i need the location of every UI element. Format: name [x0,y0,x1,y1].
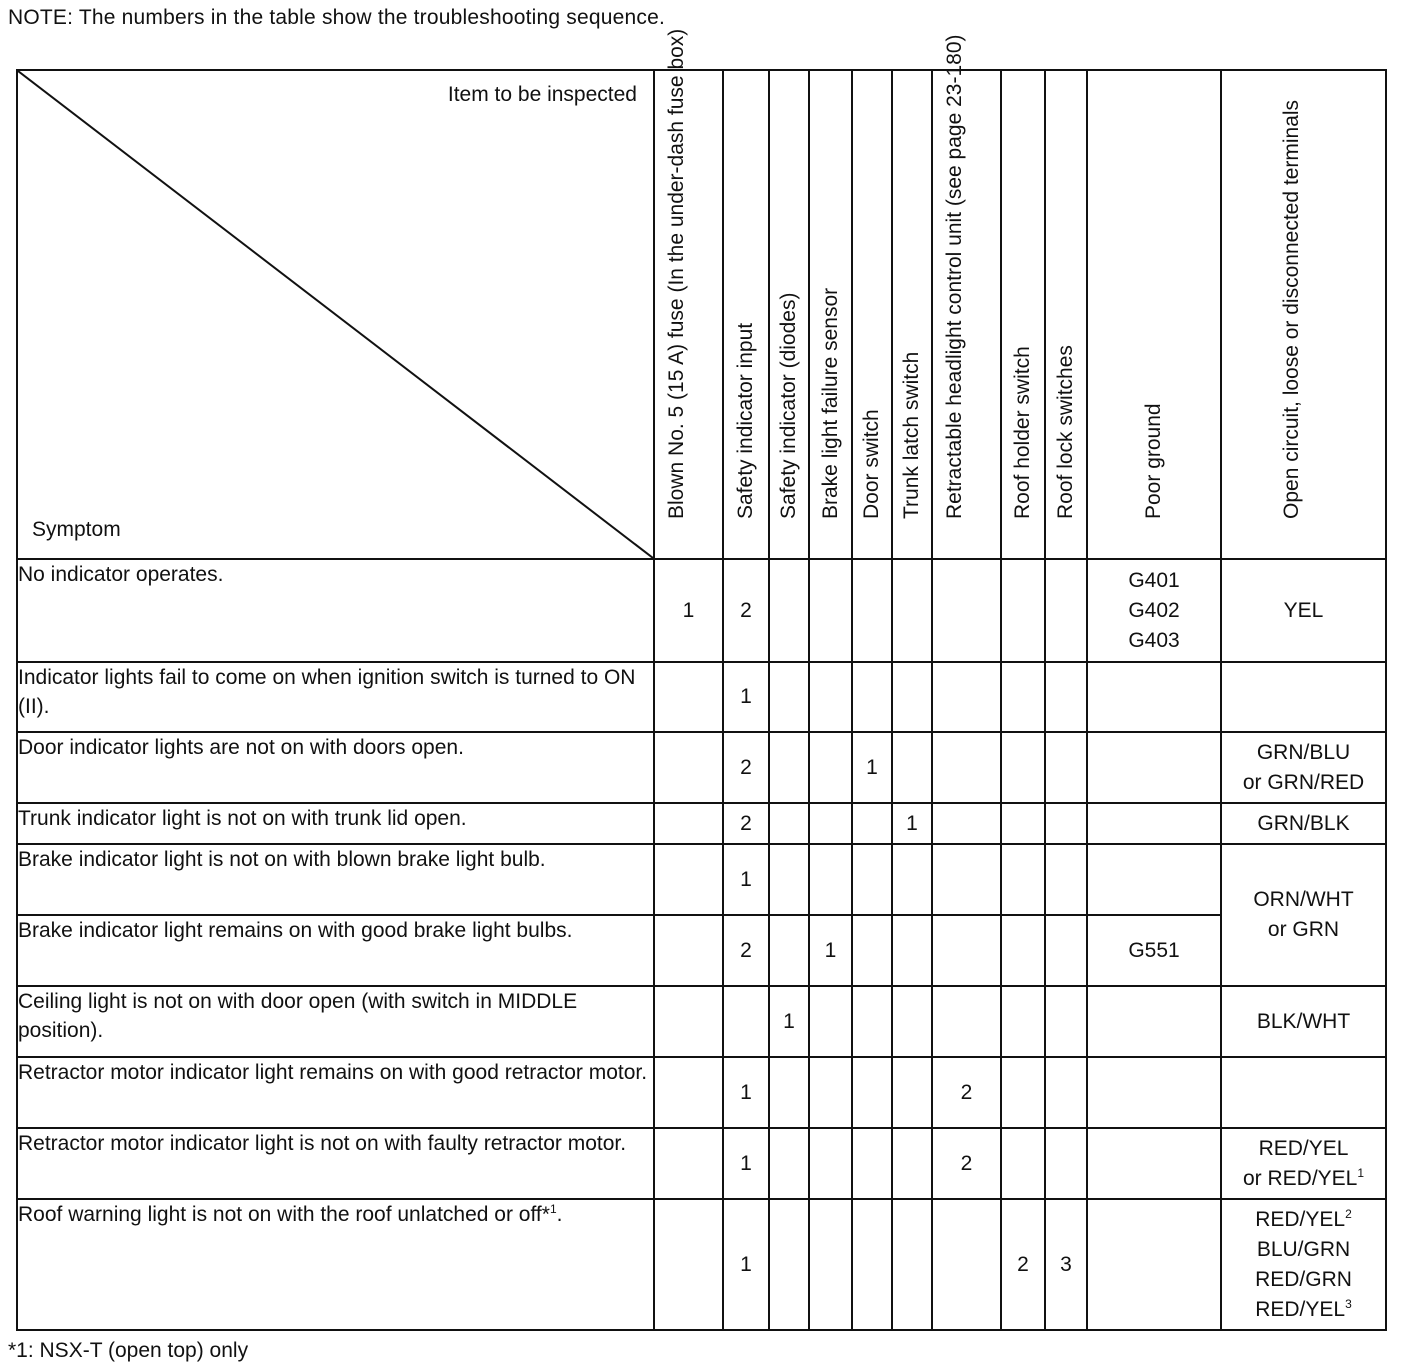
fuse-cell [654,844,723,915]
col-header-open-circuit-line2: terminals [1279,99,1303,186]
door-switch-cell [852,662,892,732]
diodes-cell [769,1128,809,1199]
col-header-roof-lock: Roof lock switches [1045,70,1087,559]
fuse-cell [654,986,723,1057]
fuse-cell [654,662,723,732]
fuse-cell [654,1128,723,1199]
roof-lock-cell [1045,844,1087,915]
diodes-cell [769,662,809,732]
table-row [17,803,1386,844]
safety-input-cell: 1 [723,1199,769,1330]
roof-holder-cell [1001,844,1045,915]
diodes-cell [769,1199,809,1330]
headlight-unit-cell: 2 [932,1057,1001,1128]
diodes-cell [769,915,809,986]
col-header-open-circuit-line1: Open circuit, loose or disconnected [1279,190,1303,519]
ground-cell [1087,662,1221,732]
table-row [17,915,1386,986]
wire-cell: YEL [1221,559,1386,662]
trunk-switch-cell [892,986,932,1057]
ground-cell [1087,1199,1221,1330]
ground-cell [1087,732,1221,803]
table-row [17,986,1386,1057]
wire-cell [1221,1057,1386,1128]
col-header-brake-sensor: Brake light failure sensor [809,70,852,559]
col-header-roof-holder: Roof holder switch [1001,70,1045,559]
footnote-text: *1: NSX-T (open top) only [8,1339,249,1362]
wire-cell [1221,662,1386,732]
symptom-label: Symptom [32,518,121,541]
headlight-unit-cell [932,559,1001,662]
diodes-cell: 1 [769,986,809,1057]
ground-cell [1087,1128,1221,1199]
symptom-cell: No indicator operates. [17,559,654,662]
symptom-cell: Trunk indicator light is not on with trunk lid open. [17,803,654,844]
trunk-switch-cell [892,1199,932,1330]
symptom-cell: Roof warning light is not on with the roof unlatched or off*$^1$. [17,1199,654,1330]
col-header-door-switch: Door switch [852,70,892,559]
table-row [17,1057,1386,1128]
roof-lock-cell [1045,1057,1087,1128]
brake-sensor-cell [809,986,852,1057]
wire-cell: GRN/BLU or GRN/RED [1221,732,1386,803]
roof-holder-cell [1001,1128,1045,1199]
brake-sensor-cell [809,559,852,662]
diodes-cell [769,844,809,915]
door-switch-cell [852,915,892,986]
col-header-headlight-line2: (see page 23-180) [942,34,966,207]
table-row [17,662,1386,732]
trunk-switch-cell [892,915,932,986]
fuse-cell [654,732,723,803]
door-switch-cell [852,559,892,662]
safety-input-cell: 2 [723,915,769,986]
symptom-cell: Retractor motor indicator light is not on with faulty retractor motor. [17,1128,654,1199]
door-switch-cell [852,986,892,1057]
safety-input-cell: 2 [723,559,769,662]
roof-lock-cell: 3 [1045,1199,1087,1330]
safety-input-cell: 1 [723,1128,769,1199]
headlight-unit-cell: 2 [932,1128,1001,1199]
col-header-headlight-line1: Retractable headlight control unit [942,211,966,519]
brake-sensor-cell [809,803,852,844]
col-header-open-circuit [1221,70,1386,559]
wire-cell: BLK/WHT [1221,986,1386,1057]
ground-cell [1087,986,1221,1057]
ground-cell: G551 [1087,915,1221,986]
roof-holder-cell [1001,1057,1045,1128]
diodes-cell [769,732,809,803]
roof-holder-cell [1001,662,1045,732]
roof-lock-cell [1045,732,1087,803]
roof-lock-cell [1045,662,1087,732]
roof-holder-cell: 2 [1001,1199,1045,1330]
header-row [17,70,1386,559]
headlight-unit-cell [932,662,1001,732]
diodes-cell [769,1057,809,1128]
symptom-cell: Ceiling light is not on with door open (with switch in MIDDLE position). [17,986,654,1057]
col-header-headlight-unit [932,34,1001,559]
roof-holder-cell [1001,986,1045,1057]
headlight-unit-cell [932,844,1001,915]
fuse-cell: 1 [654,559,723,662]
item-to-be-inspected-label: Item to be inspected [447,83,637,106]
wire-cell: RED/YEL$^2$ BLU/GRN RED/GRN RED/YEL$^3$ [1221,1199,1386,1330]
brake-sensor-cell: 1 [809,915,852,986]
symptom-cell: Indicator lights fail to come on when ignition switch is turned to ON (II). [17,662,654,732]
trunk-switch-cell: 1 [892,803,932,844]
brake-sensor-cell [809,1128,852,1199]
safety-input-cell: 2 [723,732,769,803]
table-row [17,1128,1386,1199]
diodes-cell [769,559,809,662]
table-row [17,1199,1386,1330]
col-header-poor-ground: Poor ground [1087,70,1221,559]
corner-header [17,70,654,559]
trunk-switch-cell [892,559,932,662]
headlight-unit-cell [932,803,1001,844]
safety-input-cell: 1 [723,662,769,732]
brake-sensor-cell [809,1199,852,1330]
fuse-cell [654,1057,723,1128]
fuse-cell [654,915,723,986]
brake-sensor-cell [809,732,852,803]
door-switch-cell [852,1057,892,1128]
roof-holder-cell [1001,559,1045,662]
trunk-switch-cell [892,662,932,732]
door-switch-cell [852,1199,892,1330]
ground-cell [1087,1057,1221,1128]
brake-sensor-cell [809,662,852,732]
roof-holder-cell [1001,915,1045,986]
headlight-unit-cell [932,986,1001,1057]
door-switch-cell [852,803,892,844]
col-header-fuse-line2: (In the under-dash fuse box) [664,28,688,293]
safety-input-cell [723,986,769,1057]
col-header-safety-input: Safety indicator input [723,70,769,559]
trunk-switch-cell [892,1057,932,1128]
brake-sensor-cell [809,1057,852,1128]
wire-cell: RED/YEL or RED/YEL$^1$ [1221,1128,1386,1199]
trunk-switch-cell [892,844,932,915]
ground-cell: G401 G402 G403 [1087,559,1221,662]
note-text: NOTE: The numbers in the table show the troubleshooting sequence. [8,6,665,29]
roof-holder-cell [1001,732,1045,803]
safety-input-cell: 1 [723,1057,769,1128]
col-header-fuse-line1: Blown No. 5 (15 A) fuse [664,298,688,519]
wire-cell: ORN/WHT or GRN [1221,844,1386,986]
ground-cell [1087,844,1221,915]
trunk-switch-cell [892,1128,932,1199]
headlight-unit-cell [932,915,1001,986]
symptom-cell: Brake indicator light remains on with good brake light bulbs. [17,915,654,986]
table-row [17,559,1386,662]
symptom-cell: Brake indicator light is not on with blown brake light bulb. [17,844,654,915]
safety-input-cell: 1 [723,844,769,915]
wire-cell: GRN/BLK [1221,803,1386,844]
door-switch-cell: 1 [852,732,892,803]
door-switch-cell [852,1128,892,1199]
col-header-diodes: Safety indicator (diodes) [769,70,809,559]
table-row [17,732,1386,803]
symptom-cell: Retractor motor indicator light remains on with good retractor motor. [17,1057,654,1128]
col-header-fuse [654,28,723,559]
door-switch-cell [852,844,892,915]
table-row [17,844,1386,915]
headlight-unit-cell [932,732,1001,803]
troubleshooting-table [16,28,1387,1331]
roof-lock-cell [1045,1128,1087,1199]
roof-holder-cell [1001,803,1045,844]
diagonal-divider [18,71,653,558]
roof-lock-cell [1045,803,1087,844]
headlight-unit-cell [932,1199,1001,1330]
fuse-cell [654,1199,723,1330]
trunk-switch-cell [892,732,932,803]
brake-sensor-cell [809,844,852,915]
roof-lock-cell [1045,559,1087,662]
ground-cell [1087,803,1221,844]
col-header-trunk-switch: Trunk latch switch [892,70,932,559]
roof-lock-cell [1045,986,1087,1057]
diodes-cell [769,803,809,844]
safety-input-cell: 2 [723,803,769,844]
fuse-cell [654,803,723,844]
symptom-cell: Door indicator lights are not on with doors open. [17,732,654,803]
roof-lock-cell [1045,915,1087,986]
